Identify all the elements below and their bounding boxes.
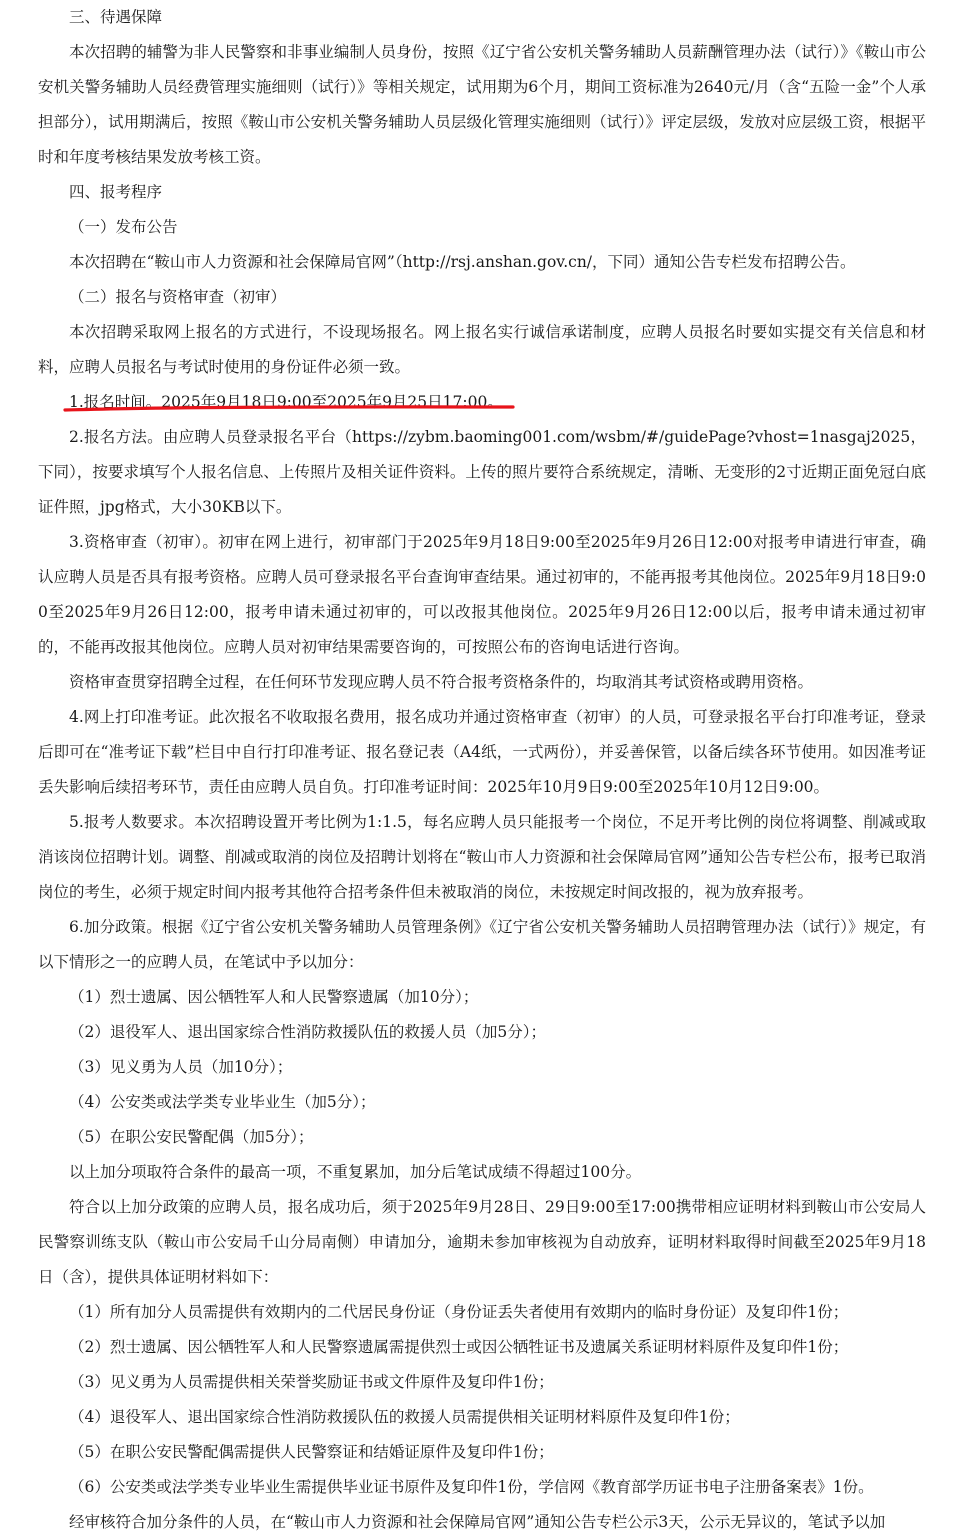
red-underline-stroke bbox=[65, 407, 513, 410]
bonus-item: （4）公安类或法学类专业毕业生（加5分）； bbox=[69, 1093, 376, 1111]
paragraph-announcement: 本次招聘在“鞍山市人力资源和社会保障局官网”（http://rsj.anshan.gov.cn/，下同）通知公告专栏发布招聘公告。 bbox=[69, 253, 856, 271]
bonus-item: （2）退役军人、退出国家综合性消防救援队伍的救援人员（加5分）； bbox=[69, 1023, 546, 1041]
bonus-item: （3）见义勇为人员（加10分）； bbox=[69, 1058, 293, 1076]
red-underline-annotation bbox=[62, 404, 516, 412]
material-item: （6）公安类或法学类专业毕业生需提供毕业证书原件及复印件1份，学信网《教育部学历证书电子注册备案表》1份。 bbox=[69, 1478, 874, 1496]
notice-document bbox=[38, 0, 926, 1540]
paragraph-publicity: 经审核符合加分条件的人员，在“鞍山市人力资源和社会保障局官网”通知公告专栏公示3天，公示无异议的，笔试予以加 bbox=[69, 1513, 886, 1531]
bonus-item: （5）在职公安民警配偶（加5分）； bbox=[69, 1128, 314, 1146]
material-item: （4）退役军人、退出国家综合性消防救援队伍的救援人员需提供相关证明材料原件及复印件1份； bbox=[69, 1408, 740, 1426]
paragraph-benefits: 本次招聘的辅警为非人民警察和非事业编制人员身份，按照《辽宁省公安机关警务辅助人员薪酬管理办法（试行）》《鞍山市公安机关警务辅助人员经费管理实施细则（试行）》等相关规定，试用期为6个月，期间工资标准为2640元/月（含“五险一金”个人承担部分），试用期满后，按照《鞍山市公安机关警务辅助人员层级化管理实施细则（试行）》评定层级，发放对应层级工资，根据平时和年度考核结果发放考核工资。 bbox=[38, 43, 926, 166]
item-admission-ticket: 4.网上打印准考证。此次报名不收取报名费用，报名成功并通过资格审查（初审）的人员，可登录报名平台打印准考证，登录后即可在“准考证下载”栏目中自行打印准考证、报名登记表（A4纸，一式两份），并妥善保管，以备后续各环节使用。如因准考证丢失影响后续招考环节，责任由应聘人员自负。打印准考证时间：2025年10月9日9:00至2025年10月12日9:00。 bbox=[38, 708, 926, 796]
subheading-announcement: （一）发布公告 bbox=[69, 218, 178, 236]
section-heading-procedure: 四、报考程序 bbox=[69, 183, 163, 201]
item-qualification-review: 3.资格审查（初审）。初审在网上进行，初审部门于2025年9月18日9:00至2025年9月26日12:00对报考申请进行审查，确认应聘人员是否具有报考资格。应聘人员可登录报名平台查询审查结果。通过初审的，不能再报考其他岗位。2025年9月18日9:00至2025年9月26日12:00，报考申请未通过初审的，可以改报其他岗位。2025年9月26日12:00以后，报考申请未通过初审的，不能再改报其他岗位。应聘人员对初审结果需要咨询的，可按照公布的咨询电话进行咨询。 bbox=[38, 533, 926, 656]
item-registration-method: 2.报名方法。由应聘人员登录报名平台（https://zybm.baoming001.com/wsbm/#/guidePage?vhost=1nasgaj2025，下同），按要求填写个人报名信息、上传照片及相关证件资料。上传的照片要符合系统规定，清晰、无变形的2寸近期正面免冠白底证件照，jpg格式，大小30KB以下。 bbox=[38, 428, 926, 516]
material-item: （2）烈士遗属、因公牺牲军人和人民警察遗属需提供烈士或因公牺牲证书及遗属关系证明材料原件及复印件1份； bbox=[69, 1338, 849, 1356]
material-item: （5）在职公安民警配偶需提供人民警察证和结婚证原件及复印件1份； bbox=[69, 1443, 554, 1461]
paragraph-registration: 本次招聘采取网上报名的方式进行，不设现场报名。网上报名实行诚信承诺制度，应聘人员报名时要如实提交有关信息和材料，应聘人员报名与考试时使用的身份证件必须一致。 bbox=[38, 323, 926, 376]
paragraph-review-scope: 资格审查贯穿招聘全过程，在任何环节发现应聘人员不符合报考资格条件的，均取消其考试资格或聘用资格。 bbox=[69, 673, 814, 691]
bonus-item: （1）烈士遗属、因公牺牲军人和人民警察遗属（加10分）； bbox=[69, 988, 479, 1006]
paragraph-bonus-application: 符合以上加分政策的应聘人员，报名成功后，须于2025年9月28日、29日9:00至17:00携带相应证明材料到鞍山市公安局人民警察训练支队（鞍山市公安局千山分局南侧）申请加分，逾期未参加审核视为自动放弃，证明材料取得时间截至2025年9月18日（含），提供具体证明材料如下： bbox=[38, 1198, 926, 1286]
item-registration-time: 1.报名时间。2025年9月18日9:00至2025年9月25日17:00。 bbox=[69, 393, 503, 411]
item-applicant-ratio: 5.报考人数要求。本次招聘设置开考比例为1:1.5，每名应聘人员只能报考一个岗位，不足开考比例的岗位将调整、削减或取消该岗位招聘计划。调整、削减或取消的岗位及招聘计划将在“鞍山市人力资源和社会保障局官网”通知公告专栏公布，报考已取消岗位的考生，必须于规定时间内报考其他符合招考条件但未被取消的岗位，未按规定时间改报的，视为放弃报考。 bbox=[38, 813, 926, 901]
subheading-registration: （二）报名与资格审查（初审） bbox=[69, 288, 287, 306]
paragraph-bonus-rule: 以上加分项取符合条件的最高一项，不重复累加，加分后笔试成绩不得超过100分。 bbox=[69, 1163, 642, 1181]
material-item: （3）见义勇为人员需提供相关荣誉奖励证书或文件原件及复印件1份； bbox=[69, 1373, 554, 1391]
item-bonus-policy: 6.加分政策。根据《辽宁省公安机关警务辅助人员管理条例》《辽宁省公安机关警务辅助人员招聘管理办法（试行）》规定，有以下情形之一的应聘人员，在笔试中予以加分： bbox=[38, 918, 926, 971]
section-heading-benefits: 三、待遇保障 bbox=[69, 8, 163, 26]
material-item: （1）所有加分人员需提供有效期内的二代居民身份证（身份证丢失者使用有效期内的临时身份证）及复印件1份； bbox=[69, 1303, 849, 1321]
